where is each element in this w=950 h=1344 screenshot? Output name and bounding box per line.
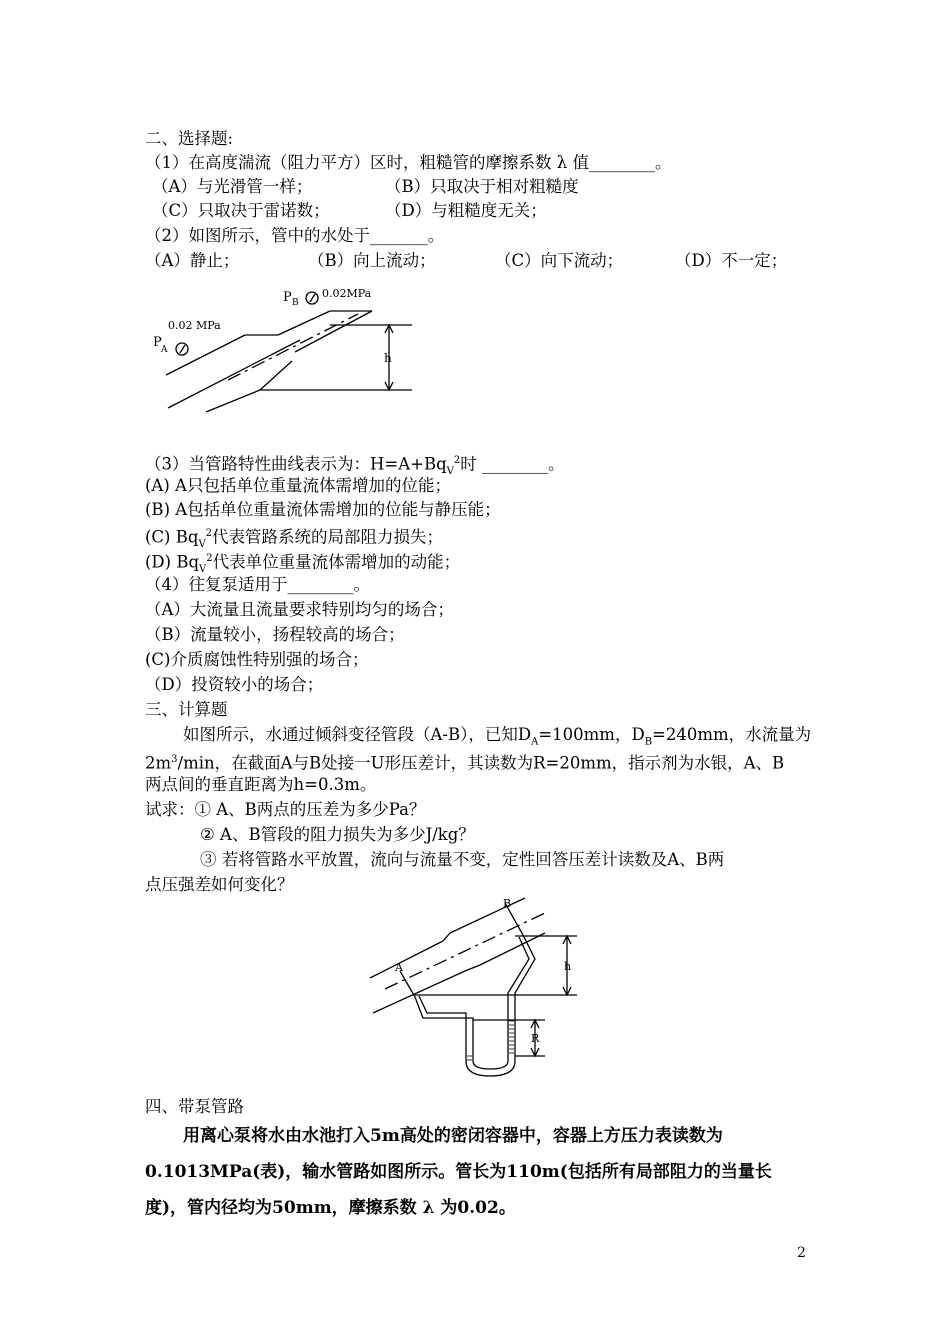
h-label: h xyxy=(384,351,392,365)
section4-para-line1: 用离心泵将水由水池打入5m高处的密闭容器中，容器上方压力表读数为 xyxy=(183,1126,723,1146)
pb-sub: B xyxy=(292,298,299,308)
q1-option-c: （C）只取决于雷诺数； xyxy=(152,201,330,220)
q1-option-d: （D）与粗糙度无关； xyxy=(385,201,547,220)
q4-stem: （4）往复泵适用于________。 xyxy=(145,575,370,594)
gauge-b-needle xyxy=(310,294,315,302)
section2-title: 二、选择题: xyxy=(145,129,234,148)
section3-pipe-manometer-figure xyxy=(365,893,590,1083)
section3-para-line3: 两点间的垂直距离为h=0.3m。 xyxy=(145,775,377,794)
q4-option-a: （A）大流量且流量要求特别均匀的场合； xyxy=(145,600,454,619)
label-a: A xyxy=(395,961,403,974)
section4-para-line2: 0.1013MPa(表)，输水管路如图所示。管长为110m(包括所有局部阻力的当量长 xyxy=(145,1162,772,1182)
pipe2-lower-right xyxy=(480,933,545,965)
pipe-lower-wall-b xyxy=(260,361,292,390)
pb-value: 0.02MPa xyxy=(322,287,372,300)
q2-option-d: （D）不一定； xyxy=(675,251,788,270)
pipe2-upper-left xyxy=(370,941,443,978)
q2-option-a: （A）静止； xyxy=(145,251,240,270)
pipe-centerline xyxy=(228,314,358,380)
label-h: h xyxy=(564,960,572,973)
q1-option-b: （B）只取决于相对粗糙度 xyxy=(385,177,579,196)
q3-option-a: (A) A只包括单位重量流体需增加的位能； xyxy=(145,476,451,495)
manometer-left-inner xyxy=(419,996,466,1061)
q4-option-c: (C)介质腐蚀性特别强的场合； xyxy=(145,650,369,669)
q3-option-d: (D) $Bq_V^2$代表单位重量流体需增加的动能； xyxy=(145,552,461,575)
pa-value: 0.02 MPa xyxy=(168,319,221,332)
section3-ask2: ② A、B管段的阻力损失为多少J/kg？ xyxy=(200,825,475,844)
page-number: 2 xyxy=(797,1245,806,1261)
q2-stem: （2）如图所示，管中的水处于_______。 xyxy=(145,226,445,245)
mercury-hatching xyxy=(467,1021,514,1060)
pipe2-lower-taper xyxy=(465,965,480,971)
q2-option-c: （C）向下流动； xyxy=(495,251,624,270)
pipe2-centerline xyxy=(385,913,545,989)
q3-option-b: (B) A包括单位重量流体需增加的位能与静压能； xyxy=(145,500,501,519)
pipe-lower-wall-a xyxy=(206,390,260,412)
pipe-upper-wall-left xyxy=(166,335,245,375)
pipe-upper-wall-right xyxy=(278,311,330,335)
gauge-a-needle xyxy=(180,345,185,353)
pipe2-upper-taper xyxy=(443,933,450,941)
q3-stem: （3）当管路特性曲线表示为：$H=A+Bq_V^2$时 ________。 xyxy=(145,454,565,477)
pipe-upper-wall-diag xyxy=(295,311,372,352)
q2-option-b: （B）向上流动； xyxy=(308,251,436,270)
pb-label: P xyxy=(283,290,292,305)
section3-title: 三、计算题 xyxy=(145,700,228,719)
q3-option-c: (C) $Bq_V^2$代表管路系统的局部阻力损失； xyxy=(145,527,444,550)
section4-para-line3: 度)，管内径均为50mm，摩擦系数 λ 为0.02。 xyxy=(145,1198,516,1218)
pa-label: P xyxy=(153,335,162,350)
section4-title: 四、带泵管路 xyxy=(145,1097,244,1116)
section3-para-line2: $2m^3/\min$，在截面A与B处接一U形压差计，其读数为R=20mm，指示剂为水银，A、B xyxy=(145,753,785,773)
q2-pipe-figure xyxy=(140,280,430,430)
q4-option-d: （D）投资较小的场合； xyxy=(145,675,324,694)
section3-ask3: ③ 若将管路水平放置，流向与流量不变，定性回答压差计读数及A、B两 xyxy=(200,850,725,869)
q1-stem: （1）在高度湍流（阻力平方）区时，粗糙管的摩擦系数 λ 值________。 xyxy=(145,153,672,172)
label-b: B xyxy=(503,897,512,910)
pa-sub: A xyxy=(161,345,168,355)
manometer-u-inner xyxy=(473,1061,508,1069)
label-r: R xyxy=(531,1032,540,1045)
manometer-right-inner xyxy=(508,937,529,1061)
q1-option-a: （A）与光滑管一样； xyxy=(152,177,313,196)
section3-ask3-cont: 点压强差如何变化？ xyxy=(145,875,294,894)
section-a-line xyxy=(400,971,415,997)
section3-para-line1: 如图所示，水通过倾斜变径管段（A-B），已知$D_A=100mm$，$D_B=240mm$，水流量为 xyxy=(183,725,812,748)
section3-ask1: 试求：① A、B两点的压差为多少Pa？ xyxy=(145,800,426,819)
q4-option-b: （B）流量较小，扬程较高的场合； xyxy=(145,625,405,644)
